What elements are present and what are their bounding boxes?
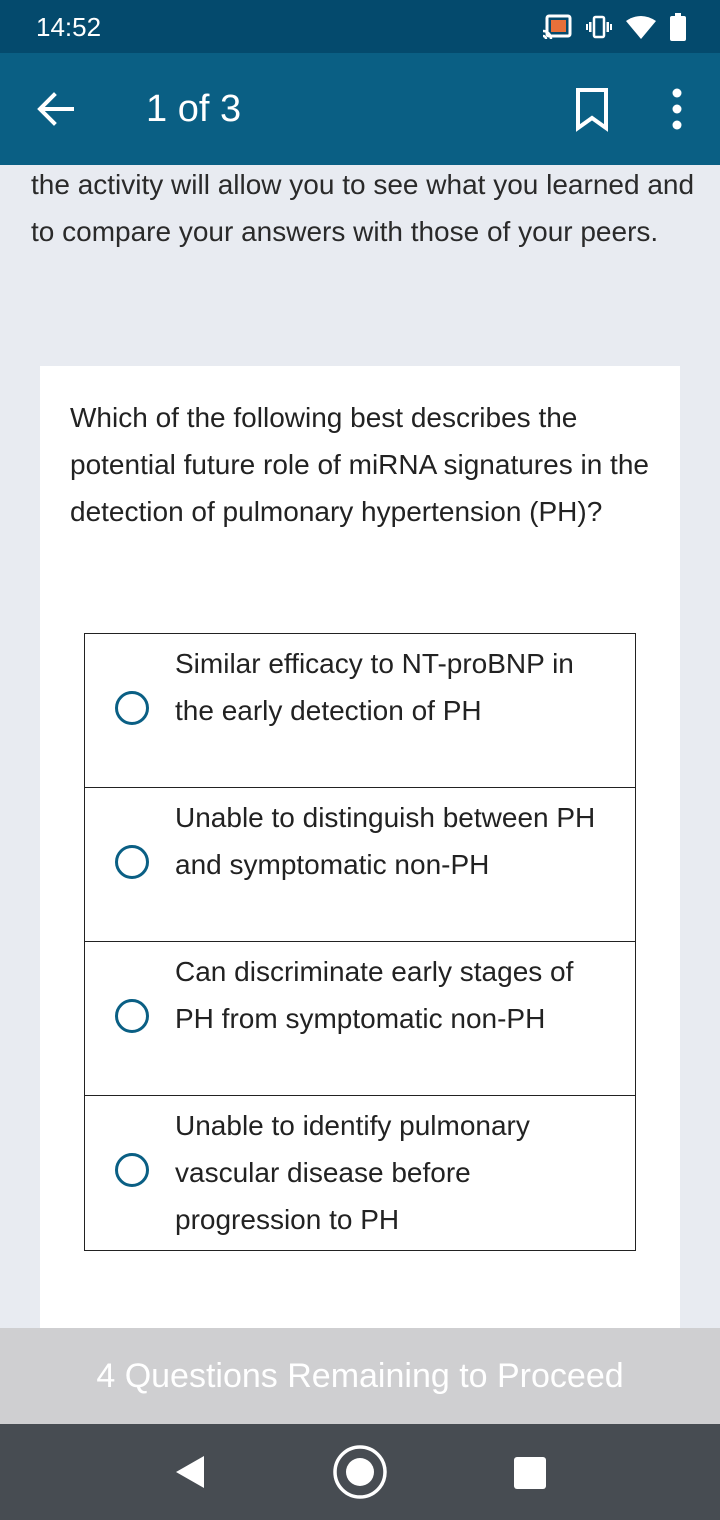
question-text: Which of the following best describes the potential future role of miRNA signatures in the detection of pulmonary hypertension (PH)? — [70, 402, 649, 527]
intro-text: the activity will allow you to see what you learned and to compare your answers with those of your peers. — [31, 169, 695, 247]
radio-button-icon[interactable] — [115, 845, 149, 879]
bookmark-icon[interactable] — [570, 86, 614, 132]
answer-option-label: Can discriminate early stages of PH from symptomatic non-PH — [175, 956, 574, 1034]
answer-option-2[interactable] — [85, 788, 635, 942]
wifi-icon — [626, 15, 656, 39]
radio-button-icon[interactable] — [115, 999, 149, 1033]
radio-button-icon[interactable] — [115, 1153, 149, 1187]
nav-recents-icon[interactable] — [514, 1457, 546, 1489]
answer-option-label: Similar efficacy to NT-proBNP in the early detection of PH — [175, 648, 574, 726]
page-title: 1 of 3 — [146, 88, 242, 130]
arrow-left-icon[interactable] — [32, 85, 80, 133]
answer-option-label: Unable to distinguish between PH and symptomatic non-PH — [175, 802, 596, 880]
proceed-button[interactable]: 4 Questions Remaining to Proceed — [0, 1328, 720, 1424]
cast-icon — [542, 14, 572, 40]
answer-option-label: Unable to identify pulmonary vascular disease before progression to PH — [175, 1110, 530, 1235]
status-icons — [542, 12, 686, 42]
app-bar — [0, 53, 720, 165]
answer-options — [84, 633, 636, 1251]
answer-option-3[interactable] — [85, 942, 635, 1096]
nav-home-icon[interactable] — [332, 1444, 388, 1500]
status-time: 14:52 — [36, 12, 102, 42]
vibrate-icon — [586, 14, 612, 40]
answer-option-4[interactable] — [85, 1096, 635, 1250]
system-nav-bar — [0, 1424, 720, 1520]
question-card — [40, 366, 680, 1328]
radio-button-icon[interactable] — [115, 691, 149, 725]
status-bar — [0, 0, 720, 53]
answer-option-1[interactable] — [85, 634, 635, 788]
battery-icon — [670, 13, 686, 41]
nav-back-icon[interactable] — [172, 1454, 208, 1490]
more-vertical-icon[interactable] — [660, 86, 694, 132]
